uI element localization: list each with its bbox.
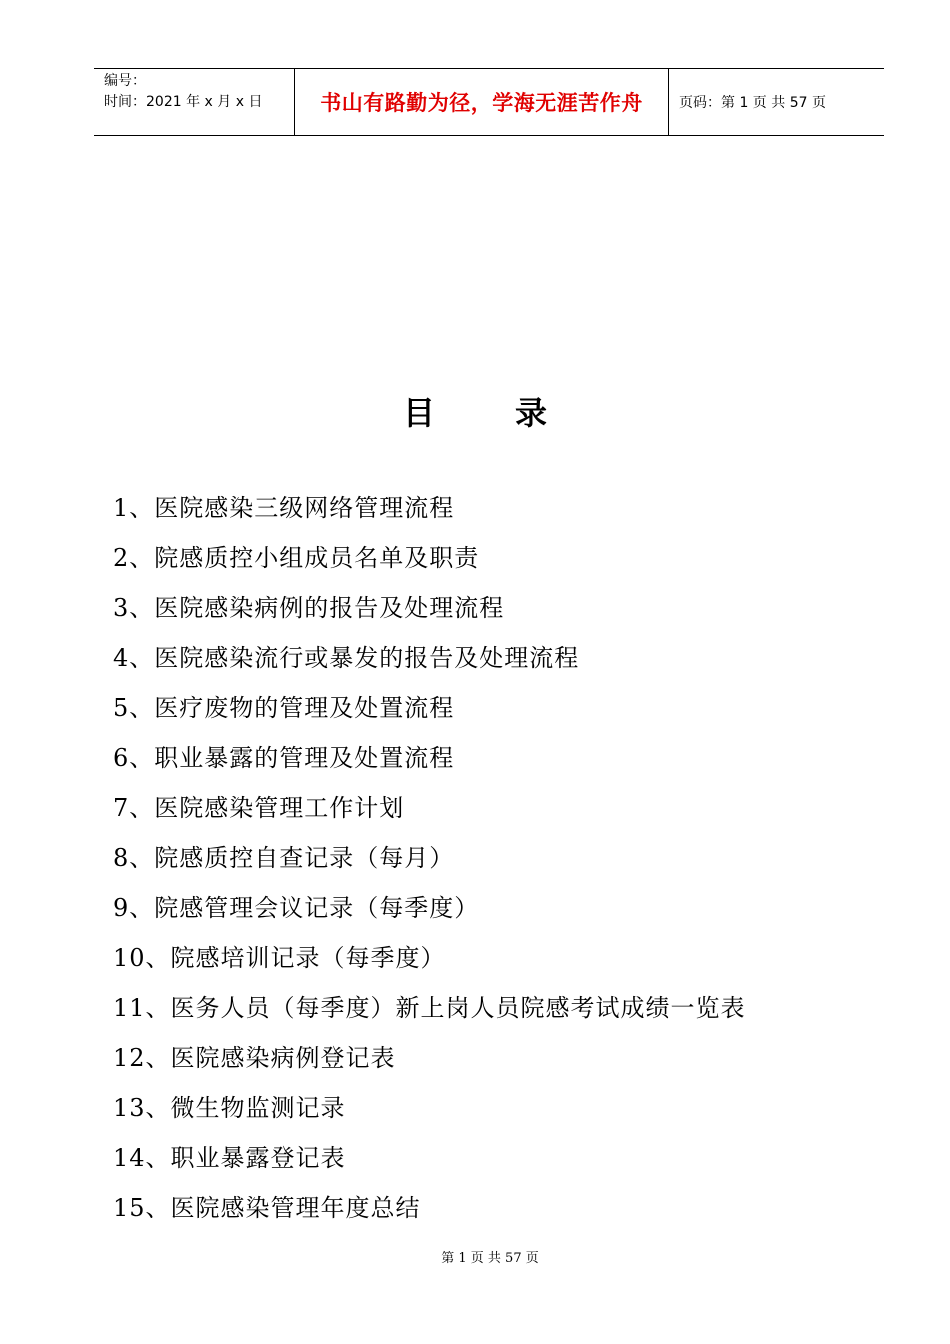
time-label: 时间：2021 年 x 月 x 日 — [104, 94, 263, 110]
header-motto: 书山有路勤为径，学海无涯苦作舟 — [295, 69, 669, 135]
page-footer: 第 1 页 共 57 页 — [441, 1251, 539, 1266]
page-header — [94, 68, 884, 136]
toc-title-char-1: 目 — [402, 394, 435, 432]
toc-title-char-2: 录 — [515, 394, 548, 432]
header-page-info: 页码：第 1 页 共 57 页 — [679, 95, 826, 111]
toc-item: 7、医院感染管理工作计划 — [113, 794, 405, 822]
toc-list — [113, 488, 746, 1238]
toc-item: 1、医院感染三级网络管理流程 — [113, 494, 455, 522]
toc-item: 10、院感培训记录（每季度） — [113, 944, 446, 972]
toc-item: 5、医疗废物的管理及处置流程 — [113, 694, 455, 722]
code-label: 编号： — [104, 73, 146, 89]
toc-item: 14、职业暴露登记表 — [113, 1144, 346, 1172]
toc-title — [0, 388, 950, 434]
header-meta-cell — [94, 69, 295, 135]
toc-item: 11、医务人员（每季度）新上岗人员院感考试成绩一览表 — [113, 994, 746, 1022]
toc-item: 6、职业暴露的管理及处置流程 — [113, 744, 455, 772]
toc-item: 15、医院感染管理年度总结 — [113, 1194, 421, 1222]
toc-item: 8、院感质控自查记录（每月） — [113, 844, 455, 872]
toc-item: 3、医院感染病例的报告及处理流程 — [113, 594, 505, 622]
toc-item: 9、院感管理会议记录（每季度） — [113, 894, 480, 922]
toc-item: 12、医院感染病例登记表 — [113, 1044, 396, 1072]
toc-item: 4、医院感染流行或暴发的报告及处理流程 — [113, 644, 580, 672]
toc-item: 2、院感质控小组成员名单及职责 — [113, 544, 480, 572]
toc-item: 13、微生物监测记录 — [113, 1094, 346, 1122]
